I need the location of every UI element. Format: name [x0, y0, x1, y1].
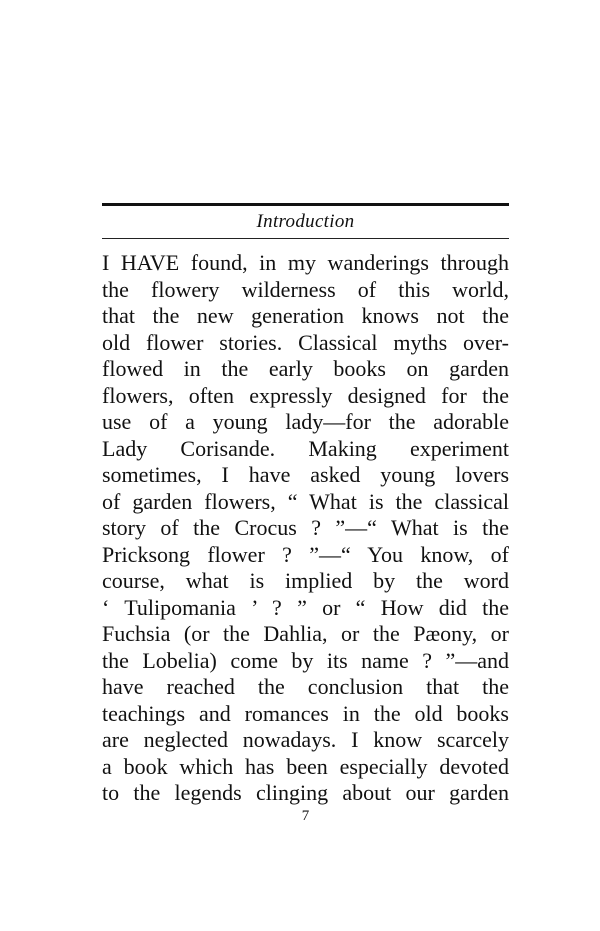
text-line: flowed in the early books on garden — [102, 356, 509, 381]
text-line: use of a young lady—for the adorable — [102, 409, 509, 434]
page-number: 7 — [301, 808, 310, 824]
header-rule-thick — [102, 203, 509, 206]
text-line: that the new generation knows not the — [102, 303, 509, 328]
text-line: the Lobelia) come by its name ? ”—and — [102, 647, 509, 673]
header-rule-thin — [102, 238, 509, 239]
text-line: Fuchsia (or the Dahlia, or the Pæony, or — [102, 621, 509, 646]
text-line: flowers, often expressly designed for the — [102, 382, 509, 408]
text-line: of garden flowers, “ What is the classical — [102, 488, 509, 514]
text-line: have reached the conclusion that the — [102, 674, 509, 699]
text-line: to the legends clinging about our garden — [102, 780, 509, 805]
body-text — [102, 250, 509, 807]
text-line: are neglected nowadays. I know scarcely — [102, 727, 509, 752]
text-line: Pricksong flower ? ”—“ You know, of — [102, 541, 509, 567]
text-line: teachings and romances in the old books — [102, 700, 509, 726]
running-head: Introduction — [256, 211, 355, 232]
text-line: the flowery wilderness of this world, — [102, 276, 509, 302]
text-line: course, what is implied by the word — [102, 568, 509, 593]
text-line: a book which has been especially devoted — [102, 753, 509, 779]
text-line: I HAVE found, in my wanderings through — [102, 250, 509, 275]
text-line: sometimes, I have asked young lovers — [102, 462, 509, 487]
text-line: Lady Corisande. Making experiment — [102, 435, 509, 461]
text-line: ‘ Tulipomania ’ ? ” or “ How did the — [102, 594, 509, 620]
text-line: story of the Crocus ? ”—“ What is the — [102, 515, 509, 540]
text-line: old flower stories. Classical myths over- — [102, 329, 509, 355]
